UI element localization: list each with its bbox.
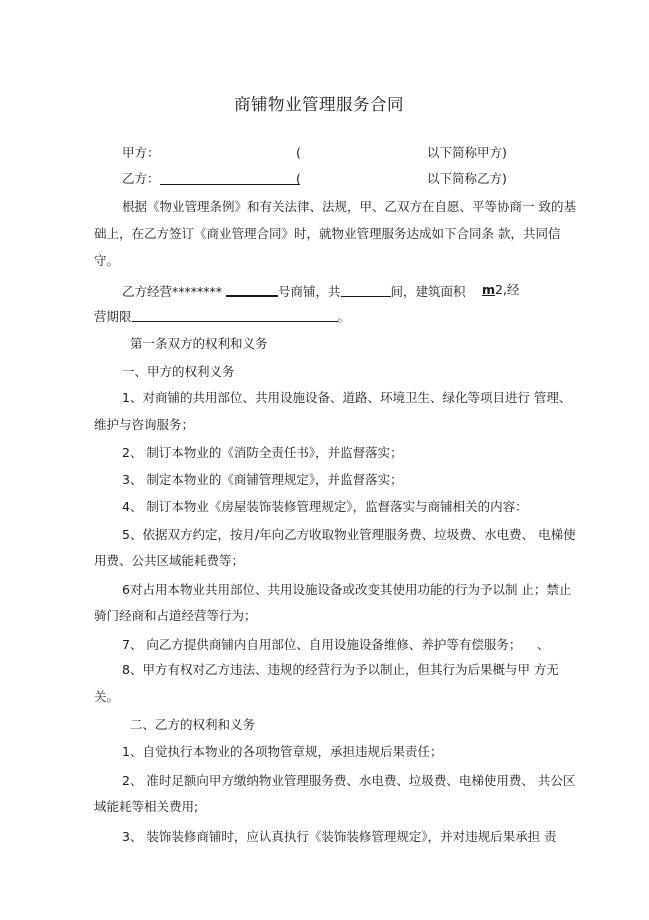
shop-text-1: 乙方经营******** xyxy=(122,284,223,299)
section-a-item-7: 7、 向乙方提供商铺内自用部位、自用设施设备维修、养护等有偿服务； xyxy=(122,637,522,652)
section-b-item-2-line-2: 域能耗等相关费用; xyxy=(94,799,199,814)
shop-text-3: 间，建筑面积 xyxy=(390,284,466,299)
section-a-item-4: 4、 制订本物业《房屋装饰装修管理规定》，监督落实与商铺相关的内容： xyxy=(122,499,528,514)
section-a-item-2: 2、 制订本物业的《消防全责任书》，并监督落实； xyxy=(122,445,403,460)
section-a-item-8-line-1: 8、甲方有权对乙方违法、违规的经营行为予以制止，但其行为后果概与甲 方无 xyxy=(122,662,559,677)
document-title: 商铺物业管理服务合同 xyxy=(234,95,404,114)
shop-number-blank xyxy=(226,282,278,297)
section-b-item-2-line-1: 2、 准时足额向甲方缴纳物业管理服务费、水电费、垃圾费、电梯使用费、 共公区 xyxy=(122,773,576,788)
party-a-alias: 以下简称甲方) xyxy=(427,145,507,160)
preamble-line-3: 守。 xyxy=(94,253,120,268)
shop-text-5: 营期限 xyxy=(94,309,132,324)
shop-text-4: 2,经 xyxy=(495,282,520,297)
shop-text-2: 号商铺，共 xyxy=(278,284,341,299)
section-a-item-5-line-2: 用费、公共区域能耗费等； xyxy=(94,553,245,568)
section-b-item-3: 3、 装饰装修商铺时，应认真执行《装饰装修管理规定》，并对违规后果承担 责 xyxy=(122,829,557,844)
party-b-alias: 以下简称乙方) xyxy=(427,171,507,186)
party-a-label: 甲方： xyxy=(122,145,160,160)
shop-line-1 xyxy=(122,282,466,300)
party-b-label: 乙方： xyxy=(122,171,160,186)
article-1-title: 第一条双方的权利和义务 xyxy=(130,336,268,351)
area-unit: m xyxy=(482,282,496,297)
party-b-name-blank xyxy=(160,171,300,188)
preamble-line-2: 础上，在乙方签订《商业管理合同》时，就物业管理服务达成如下合同条 款，共同信 xyxy=(94,226,561,241)
section-a-item-3: 3、 制定本物业的《商铺管理规定》，并监督落实； xyxy=(122,472,403,487)
section-a-item-6-line-2: 骑门经商和占道经营等行为； xyxy=(94,608,257,623)
shop-line-2 xyxy=(94,308,350,325)
party-a-paren: ( xyxy=(296,145,301,160)
preamble-line-1: 根据《物业管理条例》和有关法律、法规，甲、乙双方在自愿、平等协商一 致的基 xyxy=(122,199,576,214)
section-a-item-1-line-1: 1、对商铺的共用部位、共用设施设备、道路、环境卫生、绿化等项目进行 管理、 xyxy=(122,390,572,405)
section-a-item-6-line-1: 6对占用本物业共用部位、共用设施设备或改变其使用功能的行为予以制 止；禁止 xyxy=(122,582,572,597)
section-b-heading: 二、乙方的权利和义务 xyxy=(130,717,256,732)
shop-count-blank xyxy=(341,283,391,297)
section-a-item-1-line-2: 维护与咨询服务； xyxy=(94,417,195,432)
section-b-item-1: 1、自觉执行本物业的各项物管章规，承担违规后果责任； xyxy=(122,744,443,759)
section-a-item-7-mark: 、 xyxy=(537,637,550,652)
party-b-paren: ( xyxy=(296,171,301,186)
shop-text-6: 。 xyxy=(337,309,351,324)
section-a-heading: 一、甲方的权利义务 xyxy=(122,364,235,379)
term-blank xyxy=(132,308,338,322)
section-a-item-8-line-2: 关。 xyxy=(94,689,120,704)
section-a-item-5-line-1: 5、依据双方约定，按月/年向乙方收取物业管理服务费、垃圾费、水电费、 电梯使 xyxy=(122,527,576,542)
